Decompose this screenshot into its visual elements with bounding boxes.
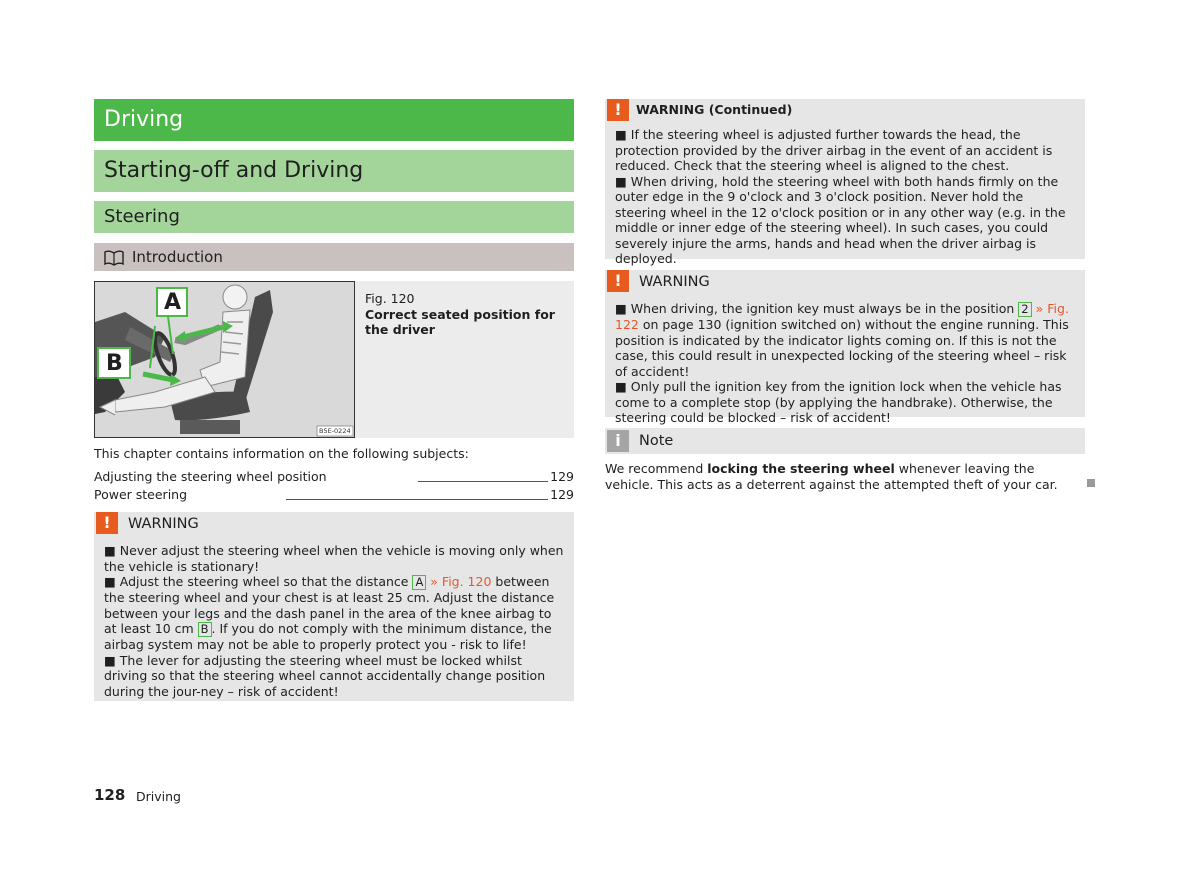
warning-continued-title: WARNING (Continued): [636, 102, 793, 117]
warning-ignition-body: [615, 301, 1077, 426]
toc-label[interactable]: Adjusting the steering wheel position: [94, 469, 327, 484]
warning-paragraph: ■ The lever for adjusting the steering wheel must be locked whilst driving so that the steering wheel cannot accidentally change position during the jour-ney – risk of accident!: [104, 652, 546, 699]
warning-paragraph: ■ Only pull the ignition key from the ignition lock when the vehicle has come to a complete stop (by applying the handbrake). Otherwise, the steering could be blocked – risk of accident!: [615, 379, 1062, 425]
figure-caption: [355, 281, 574, 438]
toc-page: 129: [550, 487, 574, 502]
subsection-title: Steering: [94, 201, 574, 233]
warning-ignition-box: [605, 270, 1085, 425]
toc-label[interactable]: Power steering: [94, 487, 188, 502]
warning-title: WARNING: [639, 274, 710, 290]
footer-label: Driving: [136, 789, 181, 804]
warning-icon: !: [96, 512, 118, 534]
warning-title: WARNING: [128, 516, 199, 532]
warning-box: [94, 512, 574, 701]
figure-number: Fig. 120: [365, 291, 415, 306]
figure-code: B5E-0224: [319, 427, 351, 435]
position-2-marker: 2: [1018, 302, 1031, 317]
note-header: [605, 428, 1085, 454]
warning-body: [104, 543, 566, 699]
note-text: We recommend locking the steering wheel whenever leaving the vehicle. This acts as a deterrent against the attempted theft of your car.: [605, 461, 1058, 492]
book-icon: [104, 250, 124, 266]
warning-paragraph: ■ Adjust the steering wheel so that the distance A » Fig. 120 between the steering wheel and your chest is at least 25 cm. Adjust the distance between your legs and the dash panel in the area of the knee airbag to at least 10 cm B . If you do not comply with the minimum distance, the airbag system may not be able to properly protect you - risk to life!: [104, 574, 555, 652]
figure-caption-text: Correct seated position for the driver: [365, 306, 555, 337]
chapter-title: Driving: [94, 99, 574, 141]
warning-paragraph: ■ When driving, the ignition key must always be in the position 2 » Fig. 122 on page 130 (ignition switched on) without the engine running. This position is indicated by the indicator lights coming on. If this is not the case, this could result in unexpected locking of the steering wheel – risk of accident!: [615, 301, 1069, 379]
label-a-marker: A: [412, 575, 426, 590]
intro-text: This chapter contains information on the following subjects:: [94, 446, 469, 461]
figure-label-b: B: [106, 351, 123, 376]
driver-seat-illustration: [95, 282, 354, 437]
figure-label-a: A: [164, 290, 182, 315]
warning-paragraph: ■ If the steering wheel is adjusted further towards the head, the protection provided by the driver airbag in the event of an accident is reduced. Check that the steering wheel is aligned to the chest.: [615, 127, 1053, 173]
seat-position-figure: [94, 281, 355, 438]
warning-continued-body: [615, 127, 1077, 267]
intro-heading: Introduction: [94, 243, 574, 271]
toc-row[interactable]: [94, 487, 574, 503]
note-title: Note: [639, 433, 674, 449]
figure-reference-link[interactable]: » Fig. 122: [615, 301, 1069, 332]
warning-paragraph: ■ When driving, hold the steering wheel with both hands firmly on the outer edge in the 9 o'clock and 3 o'clock position. Never hold the steering wheel in the 12 o'clock position or in any other way (e.g. in the middle or inner edge of the steering wheel). In such cases, you could severely injure the arms, hands and head when the driver airbag is deployed.: [615, 173, 1066, 266]
page-number: 128: [94, 786, 126, 804]
figure-reference-link[interactable]: » Fig. 120: [426, 574, 492, 589]
warning-icon: !: [607, 99, 629, 121]
toc-page: 129: [550, 469, 574, 484]
warning-paragraph: ■ Never adjust the steering wheel when the vehicle is moving only when the vehicle is stationary!: [104, 543, 564, 574]
warning-icon: !: [607, 270, 629, 292]
section-end-marker: [1087, 479, 1095, 487]
info-icon: i: [607, 430, 629, 452]
label-b-marker: B: [198, 622, 212, 637]
toc-row[interactable]: [94, 469, 574, 485]
warning-continued-box: [605, 99, 1085, 266]
section-title: Starting-off and Driving: [94, 150, 574, 192]
